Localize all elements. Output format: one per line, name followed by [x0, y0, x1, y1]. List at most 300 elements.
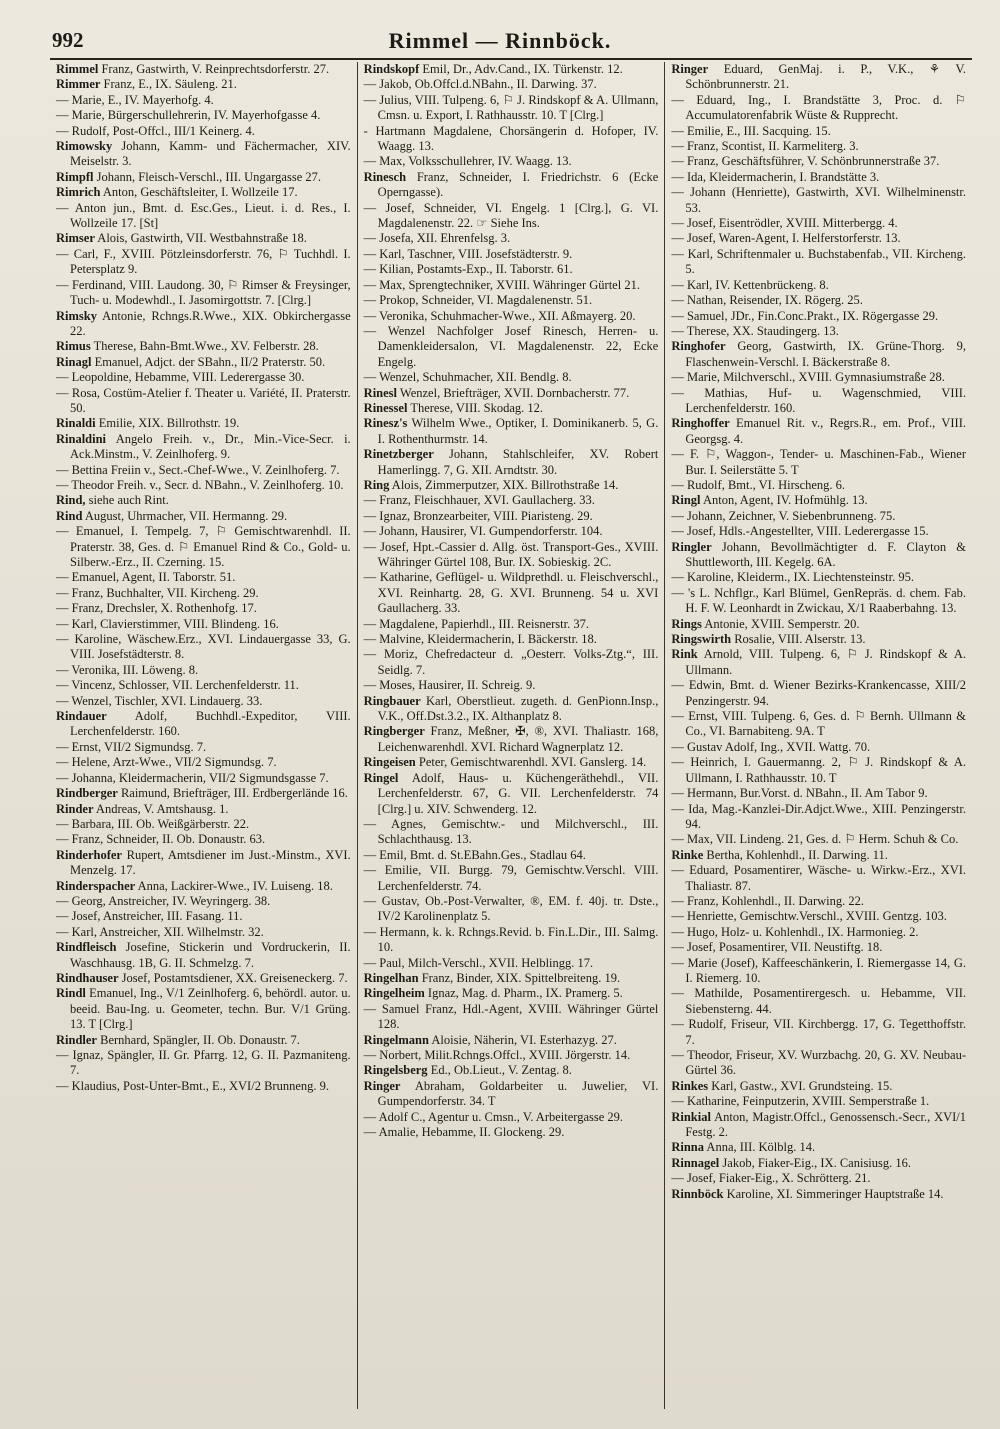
- directory-entry: [364, 817, 659, 848]
- entry-surname: Rimsky: [56, 308, 97, 323]
- entry-text: Karl, Gastw., XVI. Grundsteing. 15.: [708, 1078, 893, 1093]
- entry-text: — Prokop, Schneider, VI. Magdalenenstr. 51.: [363, 293, 593, 308]
- entry-text: — Jakob, Ob.Offcl.d.NBahn., II. Darwing. 37.: [363, 77, 597, 92]
- entry-surname: Ringel: [363, 770, 399, 785]
- entry-text: Franz, Binder, XIX. Spittelbreiteng. 19.: [418, 970, 621, 985]
- directory-entry: [364, 1002, 659, 1033]
- entry-surname: Rimus: [56, 339, 91, 354]
- entry-text: — Edwin, Bmt. d. Wiener Bezirks-Krankencasse, XIII/2 Penzingerstr. 94.: [671, 678, 967, 708]
- entry-text: Franz, Meßner, ✠, ®, XVI. Thaliastr. 168, Leichenwarenhdl. XVI. Richard Wagnerplatz 12.: [377, 724, 659, 754]
- entry-text: — Vincenz, Schlosser, VII. Lerchenfelderstr. 11.: [56, 678, 299, 693]
- entry-text: Andreas, V. Amtshausg. 1.: [93, 801, 229, 816]
- entry-surname: Rinesz's: [363, 416, 408, 431]
- entry-text: — Karl, Clavierstimmer, VIII. Blindeng. 16.: [56, 616, 279, 631]
- entry-text: Adolf, Haus- u. Küchengeräthehdl., VII. Lerchenfelderstr. 67, G. VII. Lerchenfelderstr. 74 [Clrg.] u. XIV. Schwenderg. 12.: [377, 770, 659, 816]
- running-head: Rimmel — Rinnböck.: [388, 28, 612, 53]
- entry-text: — Josef, Posamentirer, VII. Neustiftg. 18.: [671, 940, 883, 955]
- entry-surname: Ring: [363, 477, 390, 492]
- directory-entry: [364, 1125, 659, 1140]
- directory-entry: [364, 62, 659, 77]
- directory-entry: [671, 678, 966, 709]
- directory-entry: [364, 324, 659, 370]
- entry-text: — Malvine, Kleidermacherin, I. Bäckerstr. 18.: [363, 632, 597, 647]
- directory-entry: [671, 478, 966, 493]
- entry-text: Antonie, Rchngs.R.Wwe., XIX. Obkirchergasse 22.: [70, 308, 351, 338]
- entry-text: — Emanuel, I. Tempelg. 7, ⚐ Gemischtwarenhdl. II. Praterstr. 38, Ges. d. ⚐ Emanuel Rind & Co., Gold- u. Silberw.-Erz., II. Czerning. 15.: [56, 524, 351, 569]
- entry-text: — Samuel Franz, Hdl.-Agent, XVIII. Währinger Gürtel 128.: [363, 1001, 659, 1032]
- column-2: [357, 62, 665, 1409]
- directory-entry: [56, 1079, 351, 1094]
- entry-text: — Therese, XX. Staudingerg. 13.: [671, 323, 839, 338]
- entry-text: — Theodor Freih. v., Secr. d. NBahn., V. Zeinlhoferg. 10.: [56, 477, 344, 492]
- directory-entry: [671, 62, 966, 93]
- entry-surname: Rinkes: [671, 1078, 709, 1093]
- directory-entry: [56, 802, 351, 817]
- entry-surname: Rinna: [671, 1140, 704, 1155]
- header-rule: [50, 58, 972, 60]
- directory-entry: [56, 416, 351, 431]
- directory-entry: [364, 894, 659, 925]
- entry-text: — Wenzel Nachfolger Josef Rinesch, Herren- u. Damenkleidersalon, VI. Magdalenenstr. 22, Ecke Engelg.: [363, 323, 659, 369]
- entry-text: Abraham, Goldarbeiter u. Juwelier, VI. Gumpendorferstr. 34. T: [377, 1078, 659, 1109]
- entry-text: — Josefa, XII. Ehrenfelsg. 3.: [363, 231, 511, 246]
- directory-entry: [364, 447, 659, 478]
- entry-text: Peter, Gemischtwarenhdl. XVI. Ganslerg. 14.: [415, 755, 647, 770]
- entry-surname: Rinaldi: [56, 416, 96, 431]
- entry-text: — Karl, IV. Kettenbrückeng. 8.: [671, 277, 829, 292]
- directory-entry: [364, 493, 659, 508]
- directory-entry: [364, 1063, 659, 1078]
- entry-text: Anton, Agent, IV. Hofmühlg. 13.: [700, 493, 868, 508]
- directory-entry: [671, 231, 966, 246]
- entry-text: — Klaudius, Post-Unter-Bmt., E., XVI/2 Brunneng. 9.: [56, 1078, 329, 1093]
- entry-surname: Ringswirth: [671, 632, 732, 647]
- entry-text: — Karl, Anstreicher, XII. Wilhelmstr. 32.: [56, 924, 264, 939]
- entry-surname: Rindler: [56, 1032, 97, 1047]
- entry-surname: Rimmel: [56, 62, 99, 76]
- entry-surname: Rimser: [56, 231, 95, 246]
- directory-entry: [56, 570, 351, 585]
- entry-text: — Franz, Buchhalter, VII. Kircheng. 29.: [56, 585, 259, 600]
- directory-entry: [671, 139, 966, 154]
- directory-entry: [671, 786, 966, 801]
- entry-surname: Rimpfl: [56, 169, 94, 184]
- directory-entry: [364, 724, 659, 755]
- directory-entry: [364, 956, 659, 971]
- directory-entry: [364, 694, 659, 725]
- directory-entry: [671, 740, 966, 755]
- directory-entry: [671, 170, 966, 185]
- directory-entry: [56, 663, 351, 678]
- entry-text: — F. ⚐, Waggon-, Tender- u. Maschinen-Fab., Wiener Bur. I. Seilerstätte 5. T: [671, 447, 967, 477]
- entry-text: — Eduard, Posamentirer, Wäsche- u. Wirkw.-Erz., XVI. Thaliastr. 87.: [671, 863, 967, 893]
- entry-text: Franz, Gastwirth, V. Reinprechtsdorferstr. 27.: [98, 62, 330, 76]
- entry-surname: Rinetzberger: [363, 447, 434, 462]
- entry-text: Emanuel Rit. v., Regrs.R., em. Prof., VIII. Georgsg. 4.: [685, 416, 967, 446]
- entry-text: — Gustav Adolf, Ing., XVII. Wattg. 70.: [671, 739, 871, 754]
- directory-entry: [671, 386, 966, 417]
- entry-text: — Kilian, Postamts-Exp., II. Taborstr. 61.: [363, 262, 573, 277]
- entry-text: Raimund, Briefträger, III. Erdbergerlände 16.: [117, 786, 348, 801]
- directory-entry: [364, 201, 659, 232]
- directory-entry: [671, 293, 966, 308]
- entry-text: — Emanuel, Agent, II. Taborstr. 51.: [56, 570, 236, 585]
- entry-text: — Josef, Eisentrödler, XVIII. Mitterbergg. 4.: [671, 216, 898, 231]
- directory-entry: [671, 709, 966, 740]
- entry-text: — Katharine, Feinputzerin, XVIII. Semperstraße 1.: [671, 1094, 930, 1109]
- entry-text: — Henriette, Gemischtw.Verschl., XVIII. Gentzg. 103.: [671, 909, 947, 924]
- entry-text: — Franz, Schneider, II. Ob. Donaustr. 63.: [56, 832, 266, 847]
- entry-surname: Rindhauser: [56, 970, 119, 985]
- directory-entry: [56, 709, 351, 740]
- directory-entry: [364, 540, 659, 571]
- directory-entry: [56, 632, 351, 663]
- entry-text: — Heinrich, I. Gauermanng. 2, ⚐ J. Rindskopf & A. Ullmann, I. Rathhausstr. 10. T: [671, 755, 967, 785]
- directory-entry: [56, 170, 351, 185]
- entry-text: Johann, Kamm- und Fächermacher, XIV. Meiselstr. 3.: [70, 139, 351, 169]
- entry-text: — Emilie, VII. Burgg. 79, Gemischtw.Verschl. VIII. Lerchenfelderstr. 74.: [363, 863, 659, 893]
- directory-entry: [56, 786, 351, 801]
- entry-text: — Max, Sprengtechniker, XVIII. Währinger Gürtel 21.: [363, 277, 640, 292]
- entry-text: — Wenzel, Schuhmacher, XII. Bendlg. 8.: [363, 370, 572, 385]
- entry-text: Wilhelm Wwe., Optiker, I. Dominikanerb. 5, G. I. Rothenthurmstr. 14.: [377, 416, 659, 446]
- directory-entry: [364, 416, 659, 447]
- entry-text: — Karoline, Kleiderm., IX. Liechtensteinstr. 95.: [671, 570, 914, 585]
- entry-text: Therese, VIII. Skodag. 12.: [407, 400, 544, 415]
- entry-text: — Mathilde, Posamentirergesch. u. Hebamme, VII. Siebensterng. 44.: [671, 986, 967, 1016]
- entry-text: — Hermann, Bur.Vorst. d. NBahn., II. Am Tabor 9.: [671, 786, 928, 801]
- columns-container: [50, 62, 972, 1409]
- entry-surname: Rimrich: [56, 185, 101, 200]
- directory-entry: [56, 432, 351, 463]
- directory-entry: [671, 247, 966, 278]
- directory-entry: [56, 848, 351, 879]
- directory-entry: [671, 925, 966, 940]
- entry-text: Anton, Magistr.Offcl., Genossensch.-Secr., XVI/1 Festg. 2.: [685, 1109, 967, 1140]
- directory-entry: [671, 632, 966, 647]
- column-3: [664, 62, 972, 1409]
- entry-text: Anna, III. Kölblg. 14.: [704, 1140, 816, 1155]
- entry-text: Bertha, Kohlenhdl., II. Darwing. 11.: [703, 847, 888, 862]
- directory-entry: [364, 124, 659, 155]
- entry-surname: Ringhofer: [671, 339, 726, 354]
- directory-entry: [56, 370, 351, 385]
- directory-entry: [56, 771, 351, 786]
- directory-entry: [56, 940, 351, 971]
- directory-entry: [364, 478, 659, 493]
- entry-text: - Hartmann Magdalene, Chorsängerin d. Hofoper, IV. Waagg. 13.: [363, 123, 659, 154]
- directory-entry: [671, 154, 966, 169]
- entry-text: Eduard, GenMaj. i. P., V.K., ⚘ V. Schönbrunnerstr. 21.: [685, 62, 967, 92]
- directory-entry: [56, 231, 351, 246]
- directory-entry: [364, 1079, 659, 1110]
- directory-entry: [671, 370, 966, 385]
- entry-surname: Ringelheim: [363, 986, 425, 1001]
- directory-entry: [364, 247, 659, 262]
- entry-text: — Hugo, Holz- u. Kohlenhdl., IX. Harmonieg. 2.: [671, 924, 919, 939]
- entry-text: — Gustav, Ob.-Post-Verwalter, ®, EM. f. 40j. tr. Dste., IV/2 Karolinenplatz 5.: [363, 893, 659, 924]
- entry-text: Johann, Bevollmächtigter d. F. Clayton & Shuttleworth, III. Kegelg. 6A.: [685, 539, 967, 569]
- entry-text: — Adolf C., Agentur u. Cmsn., V. Arbeitergasse 29.: [363, 1109, 624, 1124]
- entry-text: — Josef, Fiaker-Eig., X. Schrötterg. 21.: [671, 1171, 871, 1186]
- entry-surname: Ringberger: [363, 724, 425, 739]
- entry-text: Josefine, Stickerin und Vordruckerin, II. Waschhausg. 1B, G. II. Schmelzg. 7.: [70, 940, 351, 970]
- entry-surname: Rind: [56, 508, 83, 523]
- entry-surname: Rinderspacher: [56, 878, 136, 893]
- directory-entry: [56, 925, 351, 940]
- entry-text: — Rudolf, Post-Offcl., III/1 Keinerg. 4.: [56, 123, 255, 138]
- directory-entry: [671, 93, 966, 124]
- entry-text: — Nathan, Reisender, IX. Rögerg. 25.: [671, 293, 863, 308]
- directory-entry: [671, 278, 966, 293]
- entry-text: — Franz, Geschäftsführer, V. Schönbrunnerstraße 37.: [671, 154, 940, 169]
- entry-text: — Emil, Bmt. d. St.EBahn.Ges., Stadlau 64.: [363, 847, 586, 862]
- entry-surname: Rindfleisch: [56, 940, 117, 955]
- directory-entry: [364, 262, 659, 277]
- entry-surname: Ringbauer: [363, 693, 421, 708]
- entry-text: Ignaz, Mag. d. Pharm., IX. Pramerg. 5.: [424, 986, 623, 1001]
- entry-text: — Josef, Schneider, VI. Engelg. 1 [Clrg.], G. VI. Magdalenenstr. 22. ☞ Siehe Ins.: [363, 200, 659, 231]
- entry-surname: Rinesl: [363, 385, 398, 400]
- directory-entry: [364, 617, 659, 632]
- directory-entry: [56, 1048, 351, 1079]
- entry-text: — Barbara, III. Ob. Weißgärberstr. 22.: [56, 816, 250, 831]
- directory-entry: [671, 524, 966, 539]
- directory-entry: [56, 278, 351, 309]
- entry-text: — Theodor, Friseur, XV. Wurzbachg. 20, G. XV. Neubau-Gürtel 36.: [671, 1048, 967, 1078]
- entry-surname: Rindberger: [56, 786, 118, 801]
- directory-entry: [671, 509, 966, 524]
- entry-text: — Johanna, Kleidermacherin, VII/2 Sigmundsgasse 7.: [56, 770, 329, 785]
- entry-text: — Max, VII. Lindeng. 21, Ges. d. ⚐ Herm. Schuh & Co.: [671, 832, 959, 847]
- directory-entry: [671, 540, 966, 571]
- entry-surname: Ringl: [671, 493, 701, 508]
- entry-text: Aloisie, Näherin, VI. Esterhazyg. 27.: [428, 1032, 617, 1047]
- entry-text: Emil, Dr., Adv.Cand., IX. Türkenstr. 12.: [419, 62, 623, 76]
- directory-entry: [671, 216, 966, 231]
- entry-text: Arnold, VIII. Tulpeng. 6, ⚐ J. Rindskopf & A. Ullmann.: [685, 647, 967, 677]
- directory-entry: [671, 1017, 966, 1048]
- directory-entry: [364, 170, 659, 201]
- entry-text: — Karl, Taschner, VIII. Josefstädterstr. 9.: [363, 246, 573, 261]
- entry-text: — Johann, Zeichner, V. Siebenbrunneng. 75.: [671, 508, 896, 523]
- entry-text: — Ferdinand, VIII. Laudong. 30, ⚐ Rimser & Freysinger, Tuch- u. Modewhdl., I. Jasomirgottstr. 7. [Clrg.]: [56, 277, 351, 308]
- directory-entry: [364, 925, 659, 956]
- directory-entry: [364, 77, 659, 92]
- entry-text: — Josef, Waren-Agent, I. Helferstorferstr. 13.: [671, 231, 901, 246]
- entry-surname: Ringeisen: [363, 755, 416, 770]
- directory-entry: [364, 524, 659, 539]
- entry-text: — Josef, Hdls.-Angestellter, VIII. Lederergasse 15.: [671, 524, 929, 539]
- directory-entry: [671, 309, 966, 324]
- entry-text: Emilie, XIX. Billrothstr. 19.: [95, 416, 240, 431]
- entry-text: Alois, Gastwirth, VII. Westbahnstraße 18.: [94, 231, 307, 246]
- entry-text: — Eduard, Ing., I. Brandstätte 3, Proc. d. ⚐ Accumulatorenfabrik Wüste & Rupprecht.: [671, 92, 967, 123]
- directory-entry: [56, 586, 351, 601]
- entry-text: Adolf, Buchhdl.-Expeditor, VIII. Lerchenfelderstr. 160.: [70, 709, 351, 739]
- directory-entry: [364, 863, 659, 894]
- entry-text: — Katharine, Geflügel- u. Wildprethdl. u. Fleischverschl., XVI. Reinhartg. 28, G. XVI. Brunneng. 54 u. XVI Gaullacherg. 33.: [363, 570, 659, 616]
- directory-entry: [671, 1171, 966, 1186]
- entry-text: — Moses, Hausirer, II. Schreig. 9.: [363, 678, 536, 693]
- entry-text: — Magdalene, Papierhdl., III. Reisnerstr. 37.: [363, 616, 589, 631]
- directory-entry: [364, 231, 659, 246]
- directory-entry: [671, 986, 966, 1017]
- directory-entry: [364, 755, 659, 770]
- directory-entry: [671, 1187, 966, 1202]
- directory-entry: [364, 386, 659, 401]
- entry-surname: Rindauer: [56, 709, 107, 724]
- directory-entry: [56, 108, 351, 123]
- entry-surname: Rimmer: [56, 77, 101, 92]
- directory-entry: [56, 124, 351, 139]
- entry-surname: Rinnagel: [671, 1155, 720, 1170]
- directory-entry: [56, 678, 351, 693]
- entry-text: — Franz, Kohlenhdl., II. Darwing. 22.: [671, 893, 865, 908]
- directory-entry: [671, 940, 966, 955]
- directory-entry: [671, 1140, 966, 1155]
- entry-text: — Franz, Drechsler, X. Rothenhofg. 17.: [56, 601, 257, 616]
- directory-entry: [364, 570, 659, 616]
- entry-text: Wenzel, Briefträger, XVII. Dornbacherstr. 77.: [397, 385, 630, 400]
- entry-text: — Veronika, III. Löweng. 8.: [56, 662, 199, 677]
- directory-entry: [56, 493, 351, 508]
- entry-text: — Helene, Arzt-Wwe., VII/2 Sigmundsg. 7.: [56, 755, 277, 770]
- entry-text: Johann, Fleisch-Verschl., III. Ungargasse 27.: [93, 169, 321, 184]
- entry-text: — Josef, Hpt.-Cassier d. Allg. öst. Transport-Ges., XVIII. Währinger Gürtel 108, Bur. IX. Sobieskig. 2C.: [363, 539, 659, 569]
- directory-entry: [671, 755, 966, 786]
- page-number: 992: [52, 28, 84, 52]
- entry-text: — Veronika, Schuhmacher-Wwe., XII. Aßmayerg. 20.: [363, 308, 636, 323]
- entry-text: — Julius, VIII. Tulpeng. 6, ⚐ J. Rindskopf & A. Ullmann, Cmsn. u. Export, I. Rathhausstr. 10. T [Clrg.]: [363, 92, 659, 123]
- entry-text: Anton, Geschäftsleiter, I. Wollzeile 17.: [100, 185, 298, 200]
- entry-surname: Rings: [671, 616, 702, 631]
- directory-entry: [671, 586, 966, 617]
- directory-entry: [671, 1094, 966, 1109]
- entry-surname: Ringhoffer: [671, 416, 730, 431]
- directory-entry: [671, 848, 966, 863]
- entry-surname: Rinkial: [671, 1109, 711, 1124]
- entry-text: — Hermann, k. k. Rchngs.Revid. b. Fin.L.Dir., III. Salmg. 10.: [363, 924, 659, 955]
- entry-text: Josef, Postamtsdiener, XX. Greiseneckerg. 7.: [118, 970, 348, 985]
- directory-entry: [671, 447, 966, 478]
- directory-entry: [56, 832, 351, 847]
- entry-text: Emanuel, Adjct. der SBahn., II/2 Praterstr. 50.: [91, 354, 326, 369]
- directory-entry: [671, 1048, 966, 1079]
- directory-entry: [364, 632, 659, 647]
- entry-text: — Norbert, Milit.Rchngs.Offcl., XVIII. Jörgerstr. 14.: [363, 1048, 631, 1062]
- directory-entry: [364, 678, 659, 693]
- entry-text: Johann, Stahlschleifer, XV. Robert Hamerlingg. 7, G. XII. Arndtstr. 30.: [377, 447, 659, 477]
- directory-entry: [56, 879, 351, 894]
- entry-text: — Franz, Fleischhauer, XVI. Gaullacherg. 33.: [363, 493, 595, 508]
- directory-entry: [671, 909, 966, 924]
- directory-entry: [56, 617, 351, 632]
- directory-entry: [671, 185, 966, 216]
- entry-text: Franz, E., IX. Säuleng. 21.: [100, 77, 237, 92]
- entry-text: — Moriz, Chefredacteur d. „Oesterr. Volks-Ztg.“, III. Seidlg. 7.: [363, 647, 659, 677]
- directory-entry: [364, 93, 659, 124]
- directory-entry: [56, 694, 351, 709]
- entry-text: — Max, Volksschullehrer, IV. Waagg. 13.: [363, 154, 572, 169]
- directory-entry: [56, 139, 351, 170]
- entry-text: — Emilie, E., III. Sacquing. 15.: [671, 123, 831, 138]
- entry-surname: Rinessel: [363, 400, 408, 415]
- directory-entry: [671, 832, 966, 847]
- directory-entry: [671, 647, 966, 678]
- directory-entry: [56, 77, 351, 92]
- entry-surname: Rimowsky: [56, 139, 113, 154]
- directory-entry: [56, 909, 351, 924]
- entry-text: — Leopoldine, Hebamme, VIII. Lederergasse 30.: [56, 370, 305, 385]
- column-1: [50, 62, 357, 1409]
- directory-entry: [56, 894, 351, 909]
- directory-entry: [56, 524, 351, 570]
- entry-surname: Rinderhofer: [56, 847, 122, 862]
- entry-surname: Rinagl: [56, 354, 92, 369]
- entry-text: Franz, Schneider, I. Friedrichstr. 6 (Ecke Operngasse).: [377, 169, 659, 200]
- directory-entry: [56, 339, 351, 354]
- entry-text: — Rudolf, Friseur, VII. Kirchbergg. 17, G. Tegetthoffstr. 7.: [671, 1017, 967, 1047]
- directory-entry: [364, 370, 659, 385]
- entry-text: — 's L. Nchflgr., Karl Blümel, GenRepräs. d. chem. Fab. H. F. W. Leonhardt in Zwickau, X/1 Raaberbahng. 13.: [671, 585, 967, 616]
- directory-entry: [671, 339, 966, 370]
- entry-surname: Rink: [671, 647, 698, 662]
- directory-entry: [671, 956, 966, 987]
- entry-text: — Rosa, Costüm-Atelier f. Theater u. Variété, II. Praterstr. 50.: [56, 385, 351, 415]
- directory-entry: [364, 401, 659, 416]
- entry-text: Angelo Freih. v., Dr., Min.-Vice-Secr. i. Ack.Minstm., V. Zeinlhoferg. 9.: [70, 431, 351, 462]
- directory-entry: [671, 324, 966, 339]
- directory-entry: [671, 493, 966, 508]
- entry-text: — Franz, Scontist, II. Karmeliterg. 3.: [671, 139, 859, 154]
- directory-entry: [56, 601, 351, 616]
- directory-entry: [56, 986, 351, 1032]
- entry-text: Bernhard, Spängler, II. Ob. Donaustr. 7.: [96, 1032, 300, 1047]
- directory-entry: [364, 1110, 659, 1125]
- directory-entry: [364, 154, 659, 169]
- directory-entry: [671, 416, 966, 447]
- directory-entry: [56, 93, 351, 108]
- entry-text: — Ida, Kleidermacherin, I. Brandstätte 3.: [671, 169, 880, 184]
- entry-text: — Marie, Milchverschl., XVIII. Gymnasiumstraße 28.: [671, 370, 945, 385]
- entry-surname: Ringelmann: [363, 1032, 429, 1047]
- entry-text: — Johann (Henriette), Gastwirth, XVI. Wilhelminenstr. 53.: [671, 185, 967, 215]
- directory-entry: [56, 971, 351, 986]
- entry-text: — Ignaz, Bronzearbeiter, VIII. Piaristeng. 29.: [363, 508, 593, 523]
- entry-text: — Karl, Schriftenmaler u. Buchstabenfab., VII. Kircheng. 5.: [671, 246, 967, 277]
- entry-surname: Rinder: [56, 801, 94, 816]
- entry-text: Anna, Lackirer-Wwe., IV. Luiseng. 18.: [135, 878, 333, 893]
- directory-entry: [671, 124, 966, 139]
- entry-text: Antonie, XVIII. Semperstr. 20.: [701, 616, 860, 631]
- entry-surname: Rinaldini: [56, 431, 107, 446]
- entry-text: — Wenzel, Tischler, XVI. Lindauerg. 33.: [56, 693, 263, 708]
- directory-entry: [56, 1033, 351, 1048]
- entry-text: Rosalie, VIII. Alserstr. 13.: [731, 632, 866, 647]
- entry-text: — Bettina Freiin v., Sect.-Chef-Wwe., V. Zeinlhoferg. 7.: [56, 462, 340, 477]
- entry-text: Jakob, Fiaker-Eig., IX. Canisiusg. 16.: [719, 1155, 912, 1170]
- directory-entry: [56, 755, 351, 770]
- directory-entry: [364, 278, 659, 293]
- entry-text: — Marie, Bürgerschullehrerin, IV. Mayerhofgasse 4.: [56, 108, 321, 123]
- directory-entry: [671, 802, 966, 833]
- directory-entry: [364, 1033, 659, 1048]
- entry-surname: Ringelhan: [363, 970, 419, 985]
- directory-entry: [364, 848, 659, 863]
- directory-entry: [364, 647, 659, 678]
- directory-entry: [56, 309, 351, 340]
